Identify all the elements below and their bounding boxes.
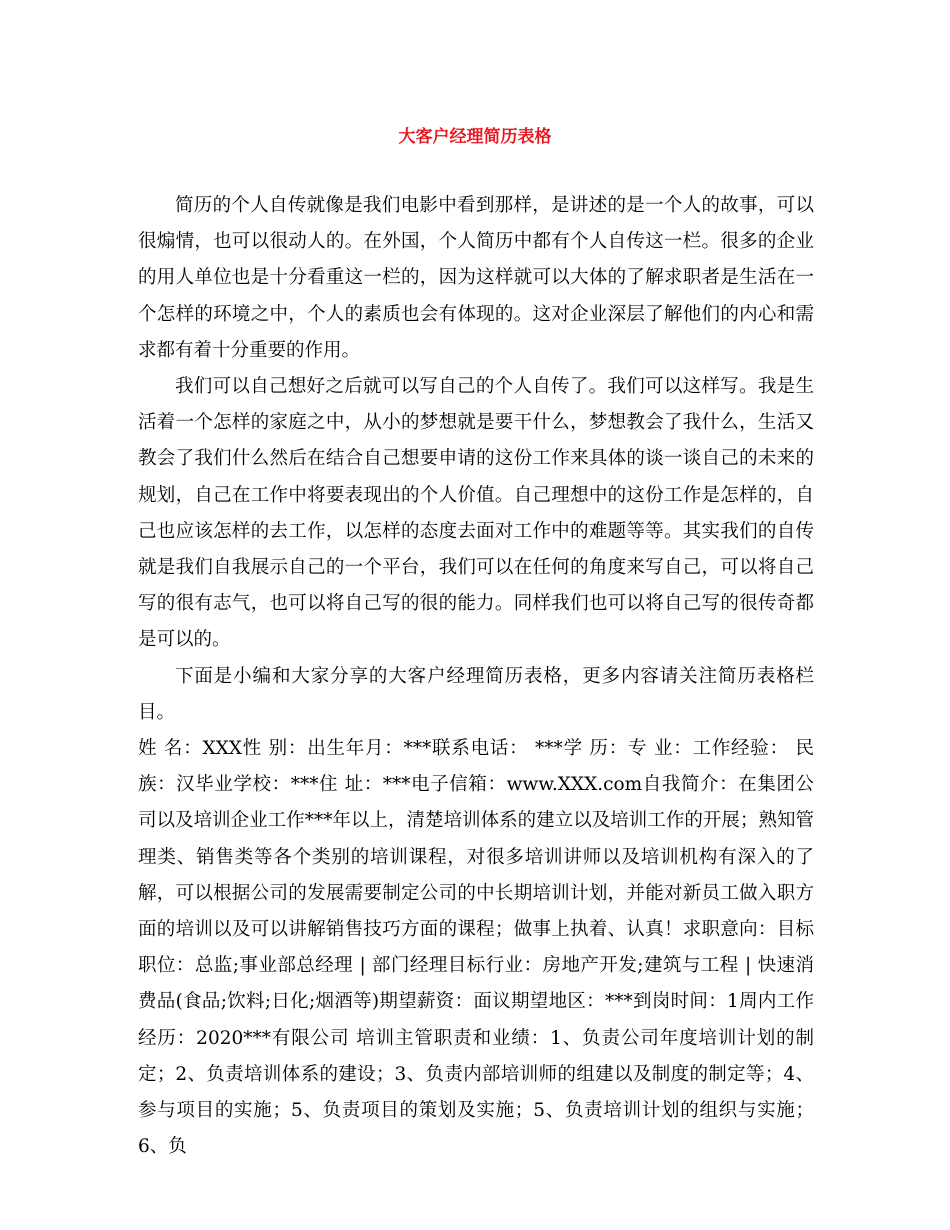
document-title: 大客户经理简历表格 — [398, 127, 552, 147]
paragraph-how-to-write: 我们可以自己想好之后就可以写自己的个人自传了。我们可以这样写。我是生活着一个怎样的家庭之中，从小的梦想就是要干什么，梦想教会了我什么，生活又教会了我们什么然后在结合自己想要申请的这份工作来具体的谈一谈自己的未来的规划，自己在工作中将要表现出的个人价值。自己理想中的这份工作是怎样的，自己也应该怎样的去工作，以怎样的态度去面对工作中的难题等等。其实我们的自传就是我们自我展示自己的一个平台，我们可以在任何的角度来写自己，可以将自己写的很有志气，也可以将自己写的很的能力。同样我们也可以将自己写的很传奇都是可以的。 — [138, 376, 814, 651]
paragraph-resume-details: 姓 名：XXX性 别：出生年月：***联系电话： ***学 历：专 业：工作经验： 民族：汉毕业学校：***住 址：***电子信箱：www.XXX.com自我简介：在集团公司以及培训企业工作***年以上，清楚培训体系的建立以及培训工作的开展；熟知管理类、销售类等各个类别的培训课程，对很多培训讲师以及培训机构有深入的了解，可以根据公司的发展需要制定公司的中长期培训计划，并能对新员工做入职方面的培训以及可以讲解销售技巧方面的课程；做事上执着、认真！求职意向：目标职位：总监;事业部总经理 | 部门经理目标行业：房地产开发;建筑与工程 | 快速消费品(食品;饮料;日化;烟酒等)期望薪资：面议期望地区：***到岗时间：1周内工作经历：2020***有限公司 培训主管职责和业绩：1、负责公司年度培训计划的制定；2、负责培训体系的建设；3、负责内部培训师的组建以及制度的制定等；4、参与项目的实施；5、负责项目的策划及实施；5、负责培训计划的组织与实施；6、负 — [138, 738, 814, 1158]
paragraph-share-note: 下面是小编和大家分享的大客户经理简历表格，更多内容请关注简历表格栏目。 — [138, 665, 814, 723]
paragraph-autobiography-intro: 简历的个人自传就像是我们电影中看到那样，是讲述的是一个人的故事，可以很煽情，也可以很动人的。在外国，个人简历中都有个人自传这一栏。很多的企业的用人单位也是十分看重这一栏的，因为这样就可以大体的了解求职者是生活在一个怎样的环境之中，个人的素质也会有体现的。这对企业深层了解他们的内心和需求都有着十分重要的作用。 — [138, 195, 814, 361]
document-body — [138, 188, 814, 1165]
